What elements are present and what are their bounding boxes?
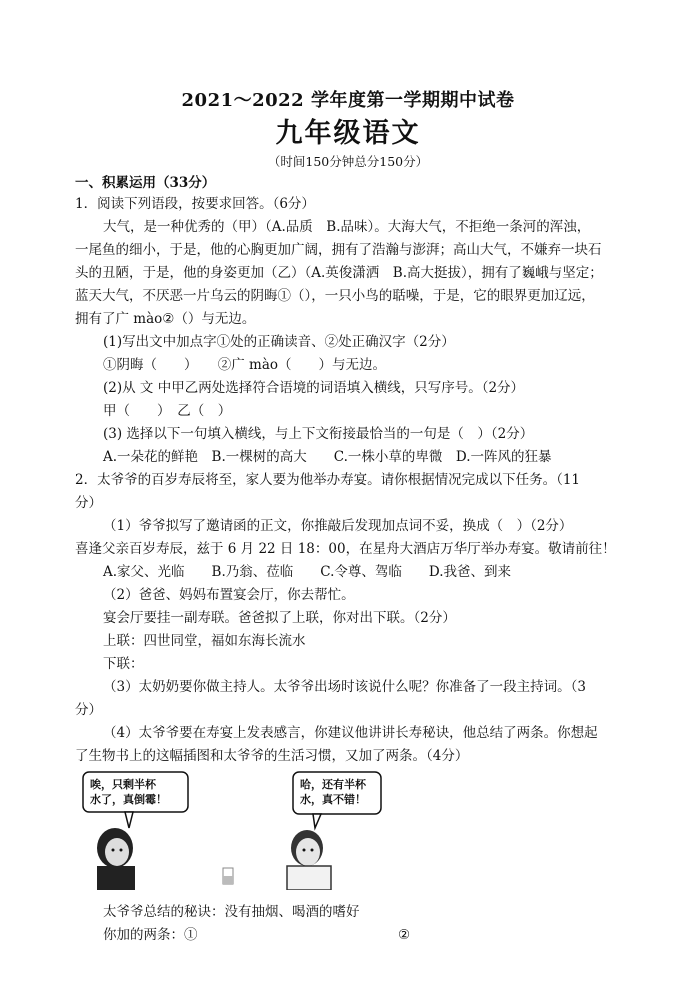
time-info: （时间150分钟总分150分） (267, 154, 429, 169)
q1-sub1: (1)写出文中加点字①处的正确读音、②处正确汉字（2分） (103, 334, 455, 350)
q1-sub2-blank: 甲（ ） 乙（ ） (103, 403, 232, 419)
subject-title: 九年级语文 (275, 118, 421, 149)
glass-icon (223, 868, 233, 884)
optimist-character (287, 830, 331, 890)
q2-sub1: （1）爷爷拟写了邀请函的正文，你推敲后发现加点词不妥，换成（ ）（2分） (103, 518, 573, 534)
q2-sub4-cont: 了生物书上的这幅插图和太爷爷的生活习惯，又加了两条。（4分） (75, 748, 469, 764)
q2-sub1-options: A.家父、光临 B.乃翁、莅临 C.令尊、驾临 D.我爸、到来 (103, 564, 512, 580)
pessimist-character (97, 828, 135, 890)
q1-sub2: (2)从 文 中甲乙两处选择符合语境的词语填入横线，只写序号。（2分） (103, 380, 525, 396)
q1-para-line: 一尾鱼的细小，于是，他的心胸更加广阔，拥有了浩瀚与澎湃；高山大气，不嫌弃一块石 (75, 242, 602, 258)
q2-sub4: （4）太爷爷要在寿宴上发表感言，你建议他讲讲长寿秘诀，他总结了两条。你想起 (103, 725, 598, 741)
q1-sub3-options: A.一朵花的鲜艳 B.一棵树的高大 C.一株小草的卑微 D.一阵风的狂暴 (103, 449, 552, 465)
q2-sub2: （2）爸爸、妈妈布置宴会厅，你去帮忙。 (103, 587, 355, 603)
section-heading: 一、积累运用（33分） (75, 175, 216, 191)
q1-sub1-blank: ①阴晦（ ） ②广 mào（ ）与无边。 (103, 357, 387, 373)
q1-para-line: 蓝天大气，不厌恶一片乌云的阴晦①（），一只小鸟的聒噪，于是，它的眼界更加辽远， (75, 288, 595, 304)
q1-para-line: 拥有了广 mào②（）与无边。 (75, 311, 256, 327)
left-bubble-line: 水了，真倒霉！ (90, 793, 167, 806)
right-bubble-line: 水，真不错！ (300, 793, 366, 806)
q2-sub2-text: 宴会厅要挂一副寿联。爸爸拟了上联，你对出下联。（2分） (103, 610, 456, 626)
second-marker: ② (398, 927, 411, 943)
q2-sub3-cont: 分） (75, 702, 102, 718)
q1-sub3: (3) 选择以下一句填入横线，与上下文衔接最恰当的一句是（ ）（2分） (103, 426, 534, 442)
q2-intro-cont: 分） (75, 495, 102, 511)
q1-para-line: 大气，是一种优秀的（甲）（A.品质 B.品味）。大海大气，不拒绝一条河的浑浊， (103, 219, 591, 235)
lower-couplet: 下联： (103, 656, 144, 672)
q1-intro: 1．阅读下列语段，按要求回答。（6分） (75, 196, 315, 212)
exam-title: 2021～2022 学年度第一学期期中试卷 (181, 90, 515, 111)
left-bubble-line: 唉，只剩半杯 (90, 778, 156, 791)
secret-text: 太爷爷总结的秘诀：没有抽烟、喝酒的嗜好 (103, 904, 360, 920)
right-bubble-line: 哈，还有半杯 (300, 778, 366, 791)
q2-intro: 2．太爷爷的百岁寿辰将至，家人要为他举办寿宴。请你根据情况完成以下任务。（11 (75, 472, 581, 488)
invitation-text: 喜逢父亲百岁寿辰，兹于 6 月 22 日 18：00，在星舟大酒店万华厅举办寿宴。敬请前往！ (75, 541, 616, 557)
upper-couplet: 上联：四世同堂，福如东海长流水 (103, 633, 306, 649)
q1-para-line: 头的丑陋，于是，他的身姿更加（乙）（A.英俊潇洒 B.高大挺拔），拥有了巍峨与坚定； (75, 265, 603, 281)
added-label: 你加的两条：① (103, 927, 198, 943)
q2-sub3: （3）太奶奶要你做主持人。太爷爷出场时该说什么呢？你准备了一段主持词。（3 (103, 679, 586, 695)
